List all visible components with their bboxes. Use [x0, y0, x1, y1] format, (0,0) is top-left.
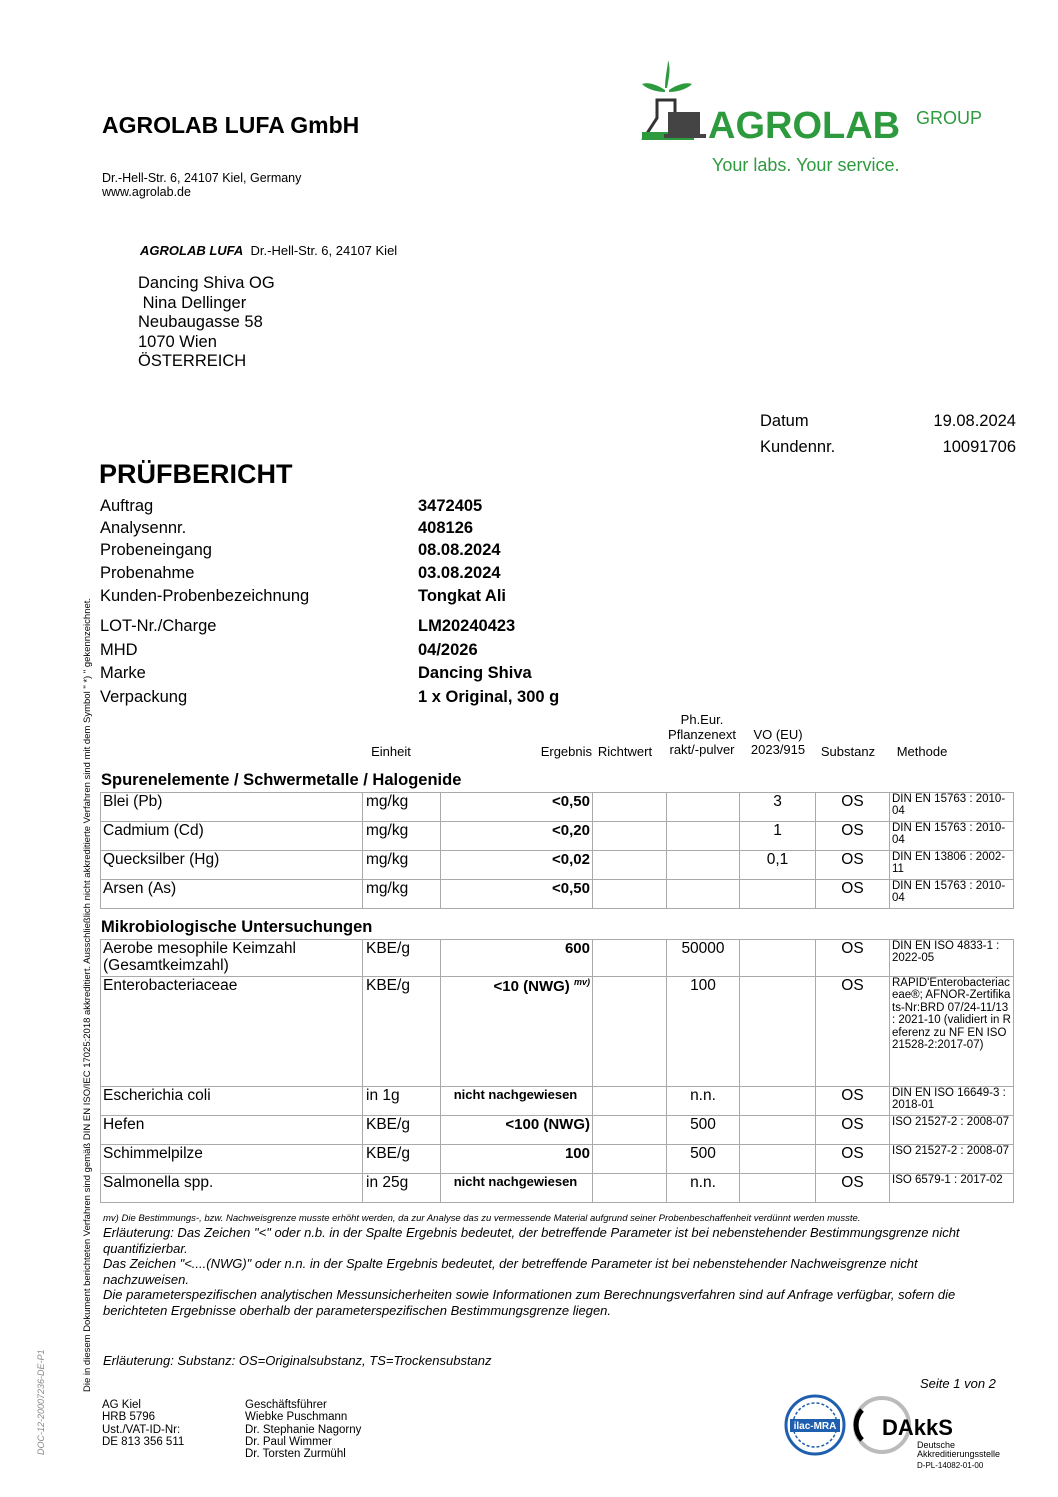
col-ergebnis: Ergebnis: [540, 744, 592, 759]
param-name: Quecksilber (Hg): [101, 851, 363, 880]
result: <0,20: [441, 822, 593, 851]
vo-limit: 1: [740, 822, 816, 851]
pheur-limit: [667, 793, 740, 822]
pheur-limit: [667, 851, 740, 880]
unit: KBE/g: [363, 1145, 441, 1174]
vo-limit: [740, 1174, 816, 1203]
vo-limit: [740, 1087, 816, 1116]
website: www.agrolab.de: [102, 185, 191, 199]
pheur-limit: [667, 880, 740, 909]
info-value: 1 x Original, 300 g: [418, 688, 560, 706]
col-vo-line: VO (EU): [753, 727, 803, 742]
info-label: Probenahme: [100, 564, 195, 582]
substanz: OS: [816, 880, 890, 909]
table-row: [101, 851, 1014, 880]
note-explanation-1: Erläuterung: Das Zeichen "<" oder n.b. in der Spalte Ergebnis bedeutet, der betreffende Parameter ist bei nebenstehender Bestimmungsgrenze nicht quantifizierbar.: [103, 1225, 960, 1256]
section-title: Spurenelemente / Schwermetalle / Halogenide: [101, 771, 462, 789]
col-einheit: Einheit: [371, 744, 411, 759]
info-value: 3472405: [418, 497, 483, 515]
method: ISO 21527-2 : 2008-07: [890, 1116, 1014, 1145]
result: nicht nachgewiesen: [441, 1174, 593, 1203]
recipient-line: Dancing Shiva OG: [138, 274, 275, 292]
param-name: Schimmelpilze: [101, 1145, 363, 1174]
col-vo: [744, 727, 812, 757]
sender-name: AGROLAB LUFA: [140, 243, 244, 258]
dakks-label: DAkkS: [882, 1415, 953, 1440]
table-row: [101, 822, 1014, 851]
substance-legend: Erläuterung: Substanz: OS=Originalsubstanz, TS=Trockensubstanz: [103, 1353, 492, 1368]
richtwert: [593, 793, 667, 822]
pheur-limit: 50000: [667, 940, 740, 977]
col-pheur-line: Pflanzenext: [668, 727, 736, 742]
substanz: OS: [816, 822, 890, 851]
param-name: Salmonella spp.: [101, 1174, 363, 1203]
ilac-label: ilac-MRA: [793, 1421, 837, 1432]
vo-limit: 0,1: [740, 851, 816, 880]
pheur-limit: n.n.: [667, 1087, 740, 1116]
table-row: [101, 793, 1014, 822]
date-label: Datum: [760, 412, 809, 430]
unit: in 1g: [363, 1087, 441, 1116]
report-meta: [760, 412, 1016, 464]
vo-limit: [740, 977, 816, 1087]
richtwert: [593, 1087, 667, 1116]
method: DIN EN 15763 : 2010-04: [890, 880, 1014, 909]
logo-brand: AGROLAB: [708, 105, 901, 147]
col-pheur-line: Ph.Eur.: [680, 712, 724, 727]
substanz: OS: [816, 1145, 890, 1174]
pheur-limit: n.n.: [667, 1174, 740, 1203]
footer-line: Dr. Paul Wimmer: [245, 1435, 332, 1448]
method: ISO 6579-1 : 2017-02: [890, 1174, 1014, 1203]
unit: KBE/g: [363, 940, 441, 977]
vo-limit: [740, 1145, 816, 1174]
unit: KBE/g: [363, 1116, 441, 1145]
col-substanz: Substanz: [820, 744, 876, 759]
richtwert: [593, 977, 667, 1087]
recipient-address: [138, 274, 275, 372]
method: DIN EN ISO 16649-3 : 2018-01: [890, 1087, 1014, 1116]
unit: in 25g: [363, 1174, 441, 1203]
unit: mg/kg: [363, 793, 441, 822]
footnote-marker: mv): [573, 977, 590, 987]
logo-tagline: Your labs. Your service.: [712, 155, 900, 175]
note-mv: mv) Die Bestimmungs-, bzw. Nachweisgrenze musste erhöht werden, da zur Analyse das zu vermessende Material aufgrund seiner Probenbeschaffenheit verdünnt werden musste.: [103, 1213, 861, 1224]
info-label: Analysennr.: [100, 519, 187, 537]
sender-address: Dr.-Hell-Str. 6, 24107 Kiel: [250, 243, 398, 258]
col-methode: Methode: [896, 744, 948, 759]
substanz: OS: [816, 1174, 890, 1203]
vo-limit: [740, 880, 816, 909]
section-title: Mikrobiologische Untersuchungen: [101, 918, 373, 936]
substanz: OS: [816, 977, 890, 1087]
info-value: 04/2026: [418, 641, 478, 659]
col-vo-line: 2023/915: [750, 742, 806, 757]
vo-limit: 3: [740, 793, 816, 822]
result: <0,50: [441, 793, 593, 822]
footer-line: Geschäftsführer: [245, 1399, 327, 1411]
result-value: <10 (NWG): [493, 978, 570, 995]
param-name: Cadmium (Cd): [101, 822, 363, 851]
footer-line: HRB 5796: [102, 1411, 156, 1424]
substanz: OS: [816, 1087, 890, 1116]
footer-line: Dr. Torsten Zurmühl: [245, 1448, 346, 1461]
method: DIN EN 15763 : 2010-04: [890, 822, 1014, 851]
pheur-limit: 100: [667, 977, 740, 1087]
results-table-micro: [100, 939, 1014, 1203]
result: 100: [441, 1145, 593, 1174]
info-label: Kunden-Probenbezeichnung: [100, 587, 310, 605]
richtwert: [593, 940, 667, 977]
col-richtwert: Richtwert: [597, 744, 653, 759]
substanz: OS: [816, 793, 890, 822]
note-explanation-3: Die parameterspezifischen analytischen Messunsicherheiten sowie Informationen zum Berechnungsverfahren sind auf Anfrage verfügbar, sofern die berichteten Ergebnisse oberhalb der parameterspezifischen Bestimmungsgrenze liegen.: [103, 1287, 956, 1318]
table-row: [101, 940, 1014, 977]
info-value: Tongkat Ali: [418, 587, 506, 605]
note-explanation-2: Das Zeichen "<....(NWG)" oder n.n. in der Spalte Ergebnis bedeutet, der betreffende Parameter ist bei nebenstehender Nachweisgrenze nicht nachzuweisen.: [103, 1256, 918, 1287]
method: DIN EN 13806 : 2002-11: [890, 851, 1014, 880]
substanz: OS: [816, 851, 890, 880]
date-value: 19.08.2024: [933, 412, 1016, 430]
results-table-metals: [100, 792, 1014, 909]
report-title: PRÜFBERICHT: [99, 459, 293, 489]
address-line: Dr.-Hell-Str. 6, 24107 Kiel, Germany: [102, 171, 302, 185]
footer-registration: [102, 1399, 184, 1448]
info-value: 08.08.2024: [418, 541, 501, 559]
substanz: OS: [816, 940, 890, 977]
pheur-limit: 500: [667, 1116, 740, 1145]
footer-line: AG Kiel: [102, 1399, 141, 1411]
param-name: Escherichia coli: [101, 1087, 363, 1116]
footer-line: Wiebke Puschmann: [245, 1411, 348, 1424]
col-pheur-line: rakt/-pulver: [669, 742, 735, 757]
footer-line: Dr. Stephanie Nagorny: [245, 1423, 362, 1436]
table-row: [101, 977, 1014, 1087]
method: RAPID'Enterobacteriaceae®; AFNOR-Zertifikats-Nr:BRD 07/24-11/13 : 2021-10 (validiert in Referenz zu NF EN ISO 21528-2:2017-07): [890, 977, 1014, 1087]
table-row: [101, 1174, 1014, 1203]
vo-limit: [740, 1116, 816, 1145]
info-value: Dancing Shiva: [418, 664, 532, 682]
dakks-badge: [855, 1398, 1000, 1470]
param-name: Blei (Pb): [101, 793, 363, 822]
info-label: Marke: [100, 664, 146, 682]
footer-management: [245, 1399, 361, 1460]
result: <0,02: [441, 851, 593, 880]
result: [441, 940, 593, 977]
accreditation-note: Die in diesem Dokument berichteten Verfahren sind gemäß DIN EN ISO/IEC 17025:2018 akkreditiert. Ausschließlich nicht akkreditierte Verfahren sind mit dem Symbol " *) " gekennzeichnet.: [82, 597, 93, 1392]
unit: KBE/g: [363, 977, 441, 1087]
richtwert: [593, 851, 667, 880]
ilac-mra-badge: [786, 1396, 844, 1454]
recipient-line: ÖSTERREICH: [138, 352, 247, 371]
dakks-id: D-PL-14082-01-00: [917, 1461, 984, 1470]
info-value: LM20240423: [418, 617, 516, 635]
result: nicht nachgewiesen: [441, 1087, 593, 1116]
recipient-line: Neubaugasse 58: [138, 313, 263, 332]
result: <100 (NWG): [441, 1116, 593, 1145]
info-label: Auftrag: [100, 497, 154, 515]
info-label: Probeneingang: [100, 541, 212, 559]
table-row: [101, 880, 1014, 909]
col-pheur: [660, 712, 744, 757]
notes-block: [103, 1212, 983, 1319]
pheur-limit: [667, 822, 740, 851]
vo-limit: [740, 940, 816, 977]
info-label: LOT-Nr./Charge: [100, 617, 217, 635]
info-label: MHD: [100, 641, 138, 659]
method: DIN EN 15763 : 2010-04: [890, 793, 1014, 822]
pheur-limit: 500: [667, 1145, 740, 1174]
customer-number-label: Kundennr.: [760, 438, 836, 456]
table-row: [101, 1087, 1014, 1116]
method: DIN EN ISO 4833-1 : 2022-05: [890, 940, 1014, 977]
unit: mg/kg: [363, 851, 441, 880]
company-name: AGROLAB LUFA GmbH: [102, 112, 360, 138]
param-name: Hefen: [101, 1116, 363, 1145]
page-number: Seite 1 von 2: [920, 1376, 996, 1391]
company-address: [102, 171, 301, 199]
param-name: Arsen (As): [101, 880, 363, 909]
richtwert: [593, 880, 667, 909]
document-code: DOC-12-20007236-DE-P1: [36, 1349, 46, 1455]
param-name: Enterobacteriaceae: [101, 977, 363, 1087]
result-value: 600: [564, 940, 590, 957]
dakks-sub2: Akkreditierungsstelle: [917, 1449, 1001, 1459]
result: <0,50: [441, 880, 593, 909]
footer-line: Ust./VAT-ID-Nr:: [102, 1423, 181, 1436]
richtwert: [593, 1116, 667, 1145]
info-value: 408126: [418, 519, 474, 537]
agrolab-logo: [638, 58, 1008, 183]
info-value: 03.08.2024: [418, 564, 501, 582]
info-label: Verpackung: [100, 688, 188, 706]
unit: mg/kg: [363, 880, 441, 909]
result: [441, 977, 593, 1087]
table-row: [101, 1145, 1014, 1174]
method: ISO 21527-2 : 2008-07: [890, 1145, 1014, 1174]
recipient-line: Nina Dellinger: [138, 293, 247, 312]
unit: mg/kg: [363, 822, 441, 851]
param-name: Aerobe mesophile Keimzahl (Gesamtkeimzahl): [101, 940, 363, 977]
dakks-sub1: Deutsche: [917, 1440, 956, 1450]
footer-line: DE 813 356 511: [102, 1435, 185, 1448]
logo-group: GROUP: [916, 108, 983, 128]
table-row: [101, 1116, 1014, 1145]
recipient-line: 1070 Wien: [138, 332, 217, 351]
richtwert: [593, 1174, 667, 1203]
richtwert: [593, 822, 667, 851]
customer-number-value: 10091706: [942, 438, 1016, 456]
sender-line: [140, 243, 397, 258]
richtwert: [593, 1145, 667, 1174]
accreditation-badges: [782, 1392, 1012, 1472]
substanz: OS: [816, 1116, 890, 1145]
